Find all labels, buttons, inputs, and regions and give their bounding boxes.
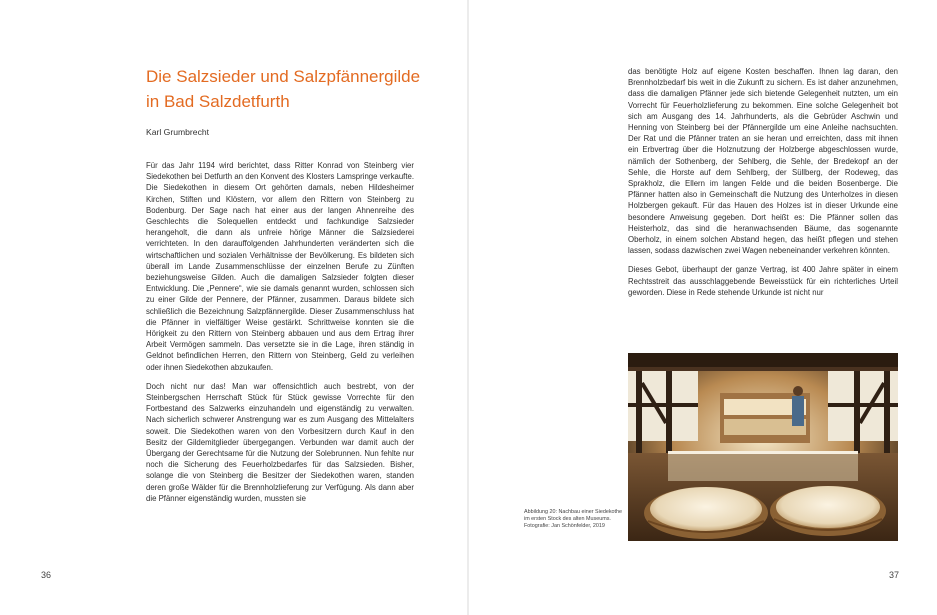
right-text-column (628, 66, 898, 306)
museum-photo (628, 353, 898, 541)
left-text-column (146, 160, 414, 512)
salt-boiling-house-illustration (628, 353, 898, 541)
article-title-line-2: in Bad Salzdetfurth (146, 92, 290, 111)
right-page (469, 0, 937, 615)
left-paragraph-1: Für das Jahr 1194 wird berichtet, dass Ritter Konrad von Steinberg vier Siedekothen bei Detfurth an den Konvent des Klosters Lamspringe verkaufte. Die Siedekothen in diesem Ort gehörten damals, neben Hildesheimer Kirchen, Stiften und Klöstern, vor allem den Rittern von Steinberg zu Bodenburg. Der Sage nach hat einer aus der langen Ahnenreihe des Geschlechts die Solequellen entdeckt und fachkundige Salzsieder herangeholt, die dann als unfreie hörige Männer die Salzsiederei verrichteten. In den darauffolgenden Jahrhunderten veränderten sich die wirtschaftlichen und sozialen Verhältnisse der Bevölkerung. Es bildeten sich überall im Lande Zusammenschlüsse der einzelnen Berufe zu Zünften beziehungsweise Gilden. Auch die damaligen Salzsieder folgten dieser Entwicklung. Die „Pennere“, wie sie damals genannt wurden, schlossen sich zu einer Gilde der Pennere, der Pfänner, zusammen. Daraus bildete sich schließlich die Bezeichnung Salzpfännergilde. Dieser Zusammenschluss hat die Pfänner in vielfältiger Weise gestärkt. Schrittweise konnten sie die Hörigkeit zu den Rittern von Steinberg abbauen und aus dem Ertrag ihrer Arbeit Vermögen sammeln. Das versetzte sie in die Lage, ihren ständig in Geldnot befindlichen Herren, den Rittern von Steinberg, Geld zu verleihen oder ihnen Siedekothen abzukaufen. (146, 161, 414, 372)
page-number-right: 37 (888, 570, 899, 580)
right-paragraph-1: das benötigte Holz auf eigene Kosten beschaffen. Ihnen lag daran, den Brennholzbedarf bis weit in die Zukunft zu sichern. Es ist daher anzunehmen, dass die damaligen Pfänner jede sich bietende Gelegenheit nutzten, um ein Vorrecht für Feuerholzlieferung zu bekommen. Eine solche Gelegenheit bot sich am Ausgang des 14. Jahrhunderts, als die Gebrüder Aschwin und Henning von Steinberg bei der Pfännergilde um eine Anleihe nachsuchten. Der Rat und die Pfänner traten an sie heran und erreichten, dass mit ihnen ein Erbvertrag über die Holznutzung der Holzberge abgeschlossen wurde, nämlich der Sothenberg, der Sehlberg, die Sehle, der Bredekopf an der Sehle, die Horste auf dem Sehlberg, der Süllberg, der Rodeweg, das Sprakholz, die Ellern im langen Felde und die beiden Bosenberge. Die Pfänner hatten also in Gemeinschaft die Nutzung des Unterholzes in diesen Holzbergen gekauft. Für das Hauen des Holzes ist in dieser Urkunde eine besondere Anweisung gegeben. Dort heißt es: Die Pfänner sollen das Heisterholz, das sind die heranwachsenden Bäume, das sogenannte Oberholz, in einem solchen Abstand hegen, das heißt pflegen und stehen lassen, sodass dazwischen zwei Wagen nebeneinander verkehren könnten. (628, 67, 898, 256)
left-paragraph-2: Doch nicht nur das! Man war offensichtlich auch bestrebt, von der Steinbergschen Herrschaft Stück für Stück gewisse Vorrechte für den Fortbestand des Salzwerks einzuhandeln und eigenständig zu verwalten. Nach sicherlich schwerer Anstrengung war es zum Ausgang des Mittelalters soweit. Die Siedekothen waren von den Vorbesitzern durch Kauf in den Besitz der Gildemitglieder übergegangen. Verbunden war damit auch der Übergang der Gerechtsame für die Nutzung der Solebrunnen. Nun fehlte nur noch die Sicherung des Feuerholzbedarfes für das Salzsieden. Bisher, solange die von Steinberg die Besitzer der Siedekothen waren, standen deren große Wälder für die Brennholzlieferung zur Verfügung. Als dann aber die Pfänner eigenständig wurden, mussten sie (146, 381, 414, 503)
page-number-left: 36 (41, 570, 52, 580)
figure-caption: Abbildung 20: Nachbau einer Siedekothe im ersten Stock des alten Museums. Fotografie: Jan Schönfelder, 2019 (524, 509, 623, 530)
author-name: Karl Grumbrecht (146, 127, 210, 137)
article-title (146, 64, 456, 114)
left-page (0, 0, 468, 615)
right-paragraph-2: Dieses Gebot, überhaupt der ganze Vertrag, ist 400 Jahre später in einem Rechtsstreit das ausschlaggebende Beweisstück für ein richterliches Urteil geworden. Diese in Rede stehende Urkunde ist nicht nur (628, 265, 898, 297)
article-title-line-1: Die Salzsieder und Salzpfännergilde (146, 67, 421, 86)
